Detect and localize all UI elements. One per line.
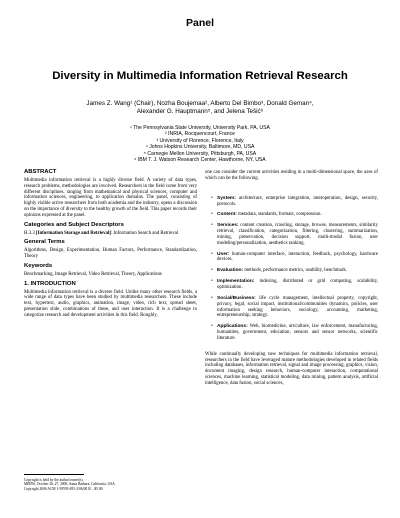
- affiliation: ⁶ IBM T. J. Watson Research Center, Hawthorne, NY, USA: [134, 157, 266, 164]
- affiliation: ⁴ Johns Hopkins University, Baltimore, MD, USA: [145, 144, 255, 151]
- topic-list: [211, 196, 378, 342]
- abstract-heading: ABSTRACT: [24, 169, 57, 175]
- keywords-heading: Keywords: [24, 262, 53, 269]
- keywords-text: Benchmarking, Image Retrieval, Video Retrieval, Theory, Applications: [24, 271, 162, 277]
- category-title: [Information Storage and Retrieval]: [35, 230, 111, 236]
- general-terms-text: Algorithms, Design, Experimentation, Human Factors, Performance, Standardization, Theory: [24, 248, 197, 260]
- left-column: [24, 170, 197, 323]
- introduction-heading: 1. INTRODUCTION: [24, 280, 76, 287]
- topic-item: [211, 212, 378, 218]
- copyright-notice: [24, 478, 197, 491]
- topic-text: methods, performance metrics, usability, benchmark.: [243, 268, 348, 274]
- categories-heading: Categories and Subject Descriptors: [24, 221, 124, 228]
- topic-text: content creation, crawling, storage, browse, measurements, similarity retrieval, classification, categorization, filtering, clustering, summarization, mining, preservation, decision support, multi-modal fusion, user modeling/personalization, aesthetics ranking.: [217, 223, 378, 246]
- topic-label: Services:: [217, 223, 239, 229]
- author-line: James Z. Wang¹ (Chair), Nozha Boujemaa², Alberto Del Bimbo³, Donald Geman⁴,: [86, 100, 314, 107]
- copyright-divider: [24, 474, 84, 475]
- topic-item: [211, 252, 378, 264]
- panel-label: Panel: [185, 17, 214, 29]
- affiliation-list: [0, 125, 400, 163]
- topic-item: [211, 268, 378, 274]
- affiliation: ² INRIA, Rocquencourt, France: [165, 131, 235, 138]
- topic-label: System:: [217, 195, 236, 201]
- topic-text: Web, biomedicine, art/culture, law enforcement, manufacturing, humanities, government, education, sensors and sensor networks, scientific literature.: [217, 324, 378, 341]
- right-closing-text: While continually developing new techniques for multimedia information retrieval, researchers in the field have leveraged mature methodologies developed in related fields including databases, information retrieval, signal and image processing, graphics, vision, document imaging, design research, human-computer interaction, computational sciences, machine learning, statistical modeling, data mining, pattern analysis, artificial intelligence, data fusion, social sciences,: [205, 351, 378, 386]
- topic-text: indexing, distributed or grid computing, scalability, optimization.: [217, 279, 378, 290]
- author-line: Alexander G. Hauptmann⁵, and Jelena Tešić⁶: [136, 108, 264, 116]
- introduction-text: Multimedia information retrieval is a diverse field. Unlike many other research fields, a wide range of data types have been studied by multimedia researchers. These include text, hypertext, audio, graphics, animation, image, video, rich text, spread sheet, presentation slide, combinations of these, and user interaction. It is a challenge to categorize research and development activities in this field. Roughly,: [24, 289, 197, 318]
- topic-item: [211, 196, 378, 208]
- topic-text: metadata, standards, formats, compression.: [236, 212, 322, 218]
- right-lead-text: one can consider the current activities residing in a multi-dimensional space, the axes of which can be the following.: [205, 170, 378, 181]
- topic-text: human-computer interface, interaction, feedback, psychology, hardware devices.: [217, 251, 378, 263]
- topic-label: User:: [217, 251, 230, 257]
- topic-text: life cycle management, intellectual property, copyright, privacy, legal, social impact, institutional/communities dynamics, policies, user information seeking behaviors, sociology, accounting, marketing, entrepreneurship, strategy.: [217, 295, 378, 319]
- categories-text: [24, 231, 197, 237]
- topic-label: Content:: [217, 212, 237, 218]
- topic-item: [211, 223, 378, 246]
- topic-item: [211, 324, 378, 342]
- affiliation: ³ University of Florence, Florence, Italy: [156, 137, 244, 144]
- copyright-line: Copyright is held by the author/owner(s).: [24, 478, 84, 482]
- topic-label: Implementation:: [217, 279, 255, 285]
- topic-item: [211, 279, 378, 291]
- affiliation: ⁵ Carnegie Mellon University, Pittsburgh, PA, USA: [143, 150, 257, 157]
- paper-title: Diversity in Multimedia Information Retrieval Research: [52, 70, 348, 82]
- topic-text: architecture, enterprise integration, interoperation, design, security, protocols.: [217, 195, 378, 207]
- general-terms-heading: General Terms: [24, 239, 65, 246]
- affiliation: ¹ The Pennsylvania State University, University Park, PA, USA: [130, 125, 270, 131]
- category-subtitle: : Information Search and Retrieval: [110, 230, 179, 236]
- copyright-line: MIR'06, October 26–27, 2006, Santa Barbara, California, USA.: [24, 482, 116, 487]
- topic-label: Applications:: [217, 324, 248, 330]
- topic-item: [211, 296, 378, 319]
- abstract-text: Multimedia information retrieval is a highly diverse field. A variety of data types, research problems, methodologies are involved. Researchers in the field come from very different disciplines, ranging from mathematical and physical sciences, computer and information sciences, engineering, to application domains. The panel, consisting of highly visible active researchers from both academia and the industry, opens a discussion on the importance of diversity to the healthy growth of the field. This paper records their opinions expressed at the panel.: [24, 177, 197, 218]
- right-column: [205, 170, 378, 391]
- author-list: [0, 100, 400, 116]
- copyright-line: Copyright 2006 ACM 1-59593-495-2/06/0010 ...$5.00.: [24, 486, 104, 491]
- topic-label: Evaluation:: [217, 268, 244, 274]
- topic-label: Social/Business:: [217, 295, 256, 301]
- category-code: H.3.3: [24, 230, 35, 236]
